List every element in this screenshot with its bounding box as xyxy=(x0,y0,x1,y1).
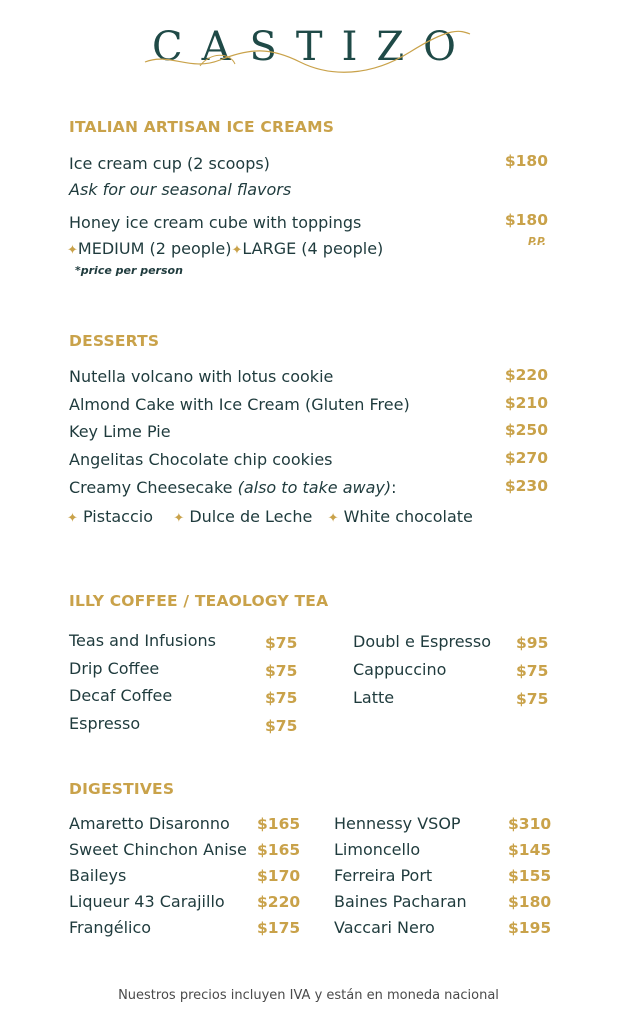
menu-item-price: $165 xyxy=(257,815,301,833)
menu-item-name: Liqueur 43 Carajillo xyxy=(69,892,225,911)
menu-item-price: $220 xyxy=(257,893,301,911)
cheesecake-name: Creamy Cheesecake xyxy=(69,478,238,497)
menu-item-price: $75 xyxy=(265,689,298,707)
menu-item-price: $220 xyxy=(504,366,548,384)
menu-item-price: $195 xyxy=(508,919,552,937)
menu-item-price: $210 xyxy=(504,394,548,412)
sparkle-icon: ✦ xyxy=(231,243,243,258)
menu-item-name: Vaccari Nero xyxy=(334,918,435,937)
menu-item-price: $250 xyxy=(504,421,548,439)
menu-item-name: Baines Pacharan xyxy=(334,892,467,911)
menu-item-name: Honey ice cream cube with toppings xyxy=(69,213,362,232)
flavor-item: White chocolate xyxy=(343,507,473,526)
menu-item-price: $170 xyxy=(257,867,301,885)
sparkle-icon: ✦ xyxy=(67,511,78,526)
sparkle-icon: ✦ xyxy=(67,243,78,258)
menu-item-price: $175 xyxy=(257,919,301,937)
menu-item-price: $95 xyxy=(516,634,549,652)
menu-item-price: $75 xyxy=(265,717,298,735)
menu-item-name: Doubl e Espresso xyxy=(353,632,491,651)
menu-item-price: $155 xyxy=(508,867,552,885)
menu-item-price: $180 xyxy=(504,152,548,170)
menu-item-price: $180 xyxy=(508,893,552,911)
menu-item-name: Teas and Infusions xyxy=(69,631,216,650)
menu-item-name: Ice cream cup (2 scoops) xyxy=(69,154,270,173)
menu-item-note: Ask for our seasonal flavors xyxy=(69,180,292,199)
brand-name: CASTIZO xyxy=(152,24,475,70)
menu-item-name: Amaretto Disaronno xyxy=(69,814,230,833)
section-title-coffee: ILLY COFFEE / TEAOLOGY TEA xyxy=(69,592,329,610)
menu-item-name: Frangélico xyxy=(69,918,152,937)
menu-item-price: $270 xyxy=(504,449,548,467)
sparkle-icon: ✦ xyxy=(327,511,339,526)
brand-logo xyxy=(0,22,617,82)
section-title-ice-creams: ITALIAN ARTISAN ICE CREAMS xyxy=(69,118,335,136)
menu-item-price: $165 xyxy=(257,841,301,859)
script-flourish-icon xyxy=(140,22,480,82)
footnote: *price per person xyxy=(75,264,183,277)
menu-item-name: Ferreira Port xyxy=(334,866,433,885)
menu-item-price: $310 xyxy=(508,815,552,833)
section-title-desserts: DESSERTS xyxy=(69,332,160,350)
menu-item-price: $230 xyxy=(504,477,548,495)
option-large: LARGE (4 people) xyxy=(242,239,384,258)
menu-item-price: $180 xyxy=(504,211,548,229)
menu-item-name xyxy=(69,478,397,497)
menu-item-name: Hennessy VSOP xyxy=(334,814,461,833)
option-medium: MEDIUM (2 people) xyxy=(77,239,232,258)
flavor-options xyxy=(67,507,473,526)
menu-item-name: Espresso xyxy=(69,714,141,733)
menu-item-name: Angelitas Chocolate chip cookies xyxy=(69,450,333,469)
menu-item-price: $145 xyxy=(508,841,552,859)
cheesecake-note: (also to take away) xyxy=(237,478,392,497)
flavor-item: Pistaccio xyxy=(83,507,153,526)
menu-item-name: Almond Cake with Ice Cream (Gluten Free) xyxy=(69,395,410,414)
menu-item-name: Baileys xyxy=(69,866,127,885)
menu-item-name: Decaf Coffee xyxy=(69,686,173,705)
menu-item-name: Drip Coffee xyxy=(69,659,160,678)
sparkle-icon: ✦ xyxy=(173,511,185,526)
section-title-digestives: DIGESTIVES xyxy=(69,780,175,798)
menu-item-price: $75 xyxy=(265,634,298,652)
cheesecake-colon: : xyxy=(391,478,397,497)
menu-item-name: Cappuccino xyxy=(353,660,447,679)
menu-item-name: Nutella volcano with lotus cookie xyxy=(69,367,334,386)
size-options xyxy=(67,239,383,258)
menu-item-price: $75 xyxy=(516,690,549,708)
footer-note: Nuestros precios incluyen IVA y están en moneda nacional xyxy=(118,988,499,1003)
menu-item-name: Latte xyxy=(353,688,395,707)
price-per-person-label: P.P. xyxy=(528,236,546,248)
menu-item-name: Key Lime Pie xyxy=(69,422,171,441)
menu-item-name: Limoncello xyxy=(334,840,421,859)
menu-item-price: $75 xyxy=(265,662,298,680)
menu-item-price: $75 xyxy=(516,662,549,680)
flavor-item: Dulce de Leche xyxy=(189,507,313,526)
menu-item-name: Sweet Chinchon Anise xyxy=(69,840,247,859)
